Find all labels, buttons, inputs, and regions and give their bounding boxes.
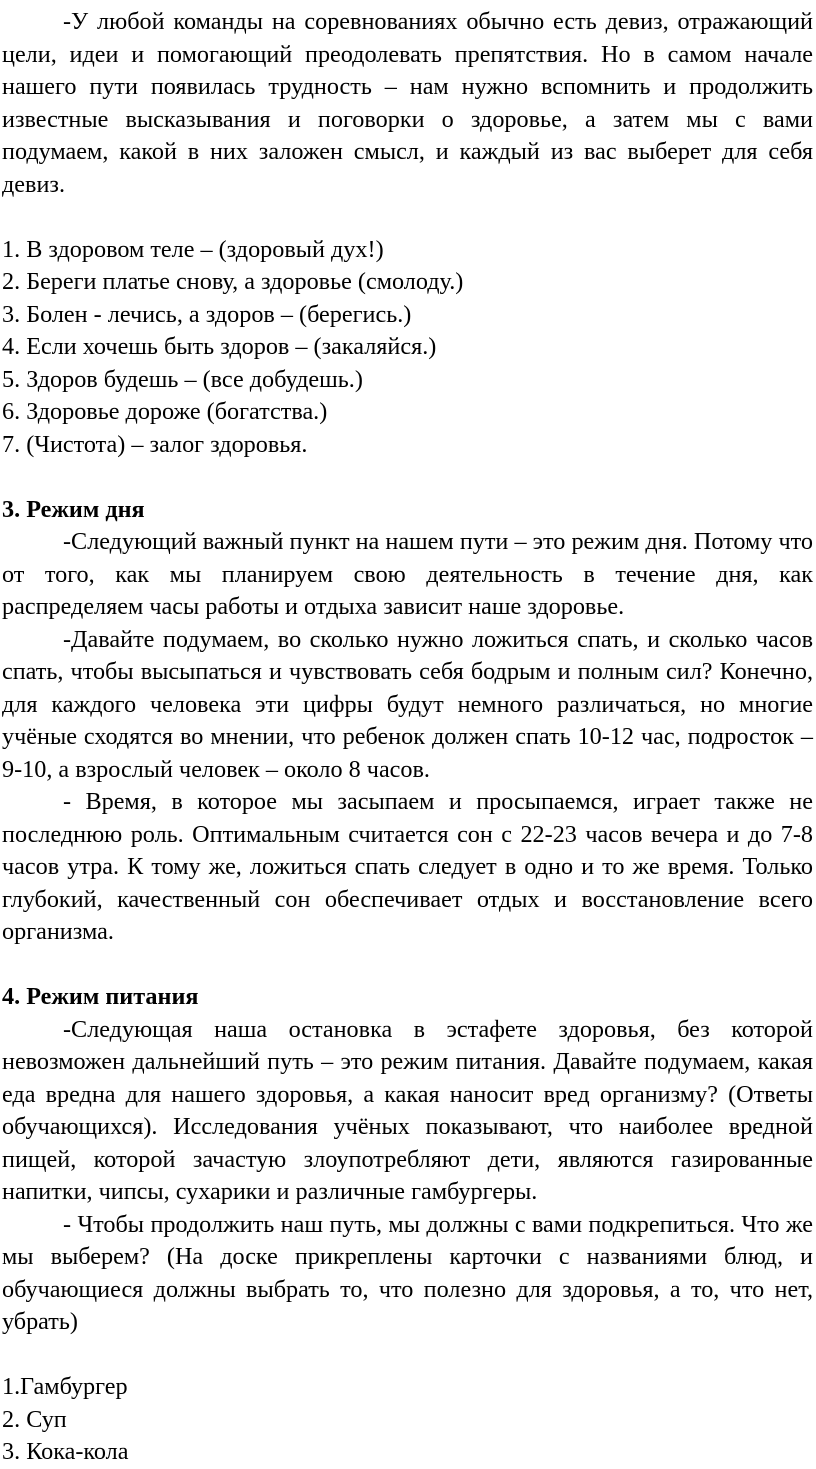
- section4-paragraph: - Чтобы продолжить наш путь, мы должны с вами подкрепиться. Что же мы выберем? (На доске прикреплены карточки с названиями блюд, и обучающиеся должны выбрать то, что полезно для здоровья, а то, что нет, убрать): [2, 1210, 813, 1335]
- section-heading-daily-routine: 3. Режим дня: [2, 495, 145, 523]
- proverb-item: 5. Здоров будешь – (все добудешь.): [2, 365, 363, 393]
- proverb-item: 7. (Чистота) – залог здоровья.: [2, 430, 308, 458]
- food-cards-list: [2, 1371, 813, 1469]
- proverb-item: 2. Береги платье снову, а здоровье (смолоду.): [2, 268, 464, 295]
- section3-paragraph: -Давайте подумаем, во сколько нужно ложиться спать, и сколько часов спать, чтобы высыпаться и чувствовать себя бодрым и полным сил? Конечно, для каждого человека эти цифры будут немного различаться, но многие учёные сходятся во мнении, что ребенок должен спать 10-12 час, подросток – 9-10, а взрослый человек – около 8 часов.: [2, 625, 813, 783]
- proverb-item: 4. Если хочешь быть здоров – (закаляйся.): [2, 333, 437, 360]
- food-card-item: 1.Гамбургер: [2, 1373, 128, 1400]
- food-card-item: 2. Суп: [2, 1405, 67, 1433]
- intro-paragraph: -У любой команды на соревнованиях обычно есть девиз, отражающий цели, идеи и помогающий преодолевать препятствия. Но в самом начале нашего пути появилась трудность – нам нужно вспомнить и продолжить известные высказывания и поговорки о здоровье, а затем мы с вами подумаем, какой в них заложен смысл, и каждый из вас выберет для себя девиз.: [2, 8, 813, 198]
- proverb-item: 6. Здоровье дороже (богатства.): [2, 398, 328, 425]
- proverbs-list: [2, 234, 813, 462]
- section3-paragraph: -Следующий важный пункт на нашем пути – это режим дня. Потому что от того, как мы планируем свою деятельность в течение дня, как распределяем часы работы и отдыха зависит наше здоровье.: [2, 528, 813, 620]
- proverb-item: 1. В здоровом теле – (здоровый дух!): [2, 235, 384, 263]
- blank-line: [2, 461, 813, 494]
- blank-line: [2, 1339, 813, 1372]
- section3-paragraph: - Время, в которое мы засыпаем и просыпаемся, играет также не последнюю роль. Оптимальным считается сон с 22-23 часов вечера и до 7-8 часов утра. К тому же, ложиться спать следует в одно и то же время. Только глубокий, качественный сон обеспечивает отдых и восстановление всего организма.: [2, 788, 813, 945]
- blank-line: [2, 949, 813, 982]
- food-card-item: 3. Кока-кола: [2, 1438, 129, 1465]
- section-heading-nutrition: 4. Режим питания: [2, 983, 199, 1010]
- proverb-item: 3. Болен - лечись, а здоров – (берегись.): [2, 300, 412, 328]
- section4-paragraph: -Следующая наша остановка в эстафете здоровья, без которой невозможен дальнейший путь – это режим питания. Давайте подумаем, какая еда вредна для нашего здоровья, а какая наносит вред организму? (Ответы обучающихся). Исследования учёных показывают, что наиболее вредной пищей, которой зачастую злоупотребляют дети, являются газированные напитки, чипсы, сухарики и различные гамбургеры.: [2, 1015, 813, 1205]
- blank-line: [2, 201, 813, 234]
